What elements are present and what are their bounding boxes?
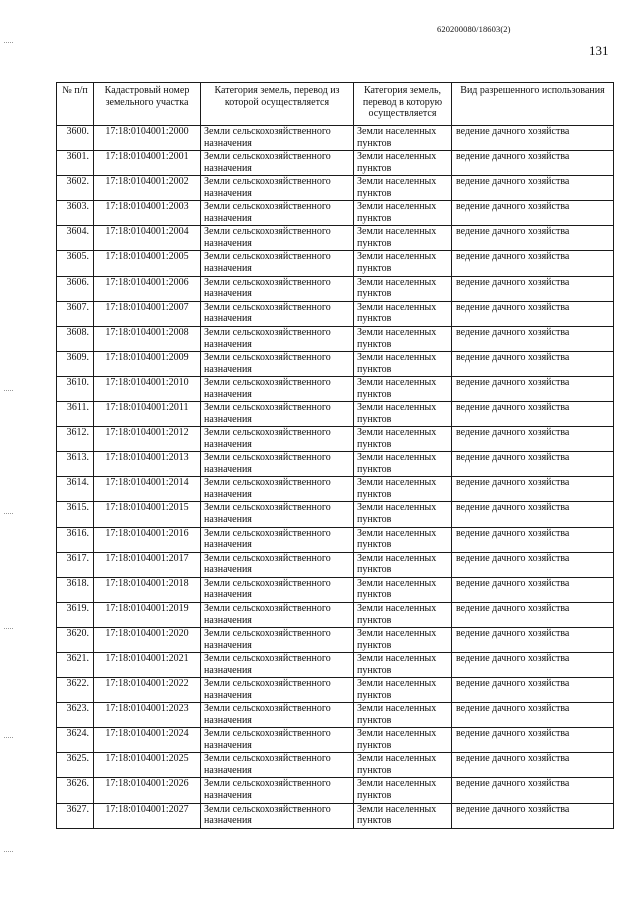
category-from: Земли сельскохозяйственного назначения: [201, 151, 354, 176]
row-number: 3608.: [57, 326, 94, 351]
table-row: [57, 552, 614, 577]
cadastral-number: 17:18:0104001:2026: [94, 778, 201, 803]
category-from: Земли сельскохозяйственного назначения: [201, 602, 354, 627]
row-number: 3609.: [57, 351, 94, 376]
margin-mark: [4, 737, 13, 738]
category-from: Земли сельскохозяйственного назначения: [201, 753, 354, 778]
cadastral-number: 17:18:0104001:2006: [94, 276, 201, 301]
cadastral-number: 17:18:0104001:2014: [94, 477, 201, 502]
row-number: 3606.: [57, 276, 94, 301]
row-number: 3605.: [57, 251, 94, 276]
permitted-use: ведение дачного хозяйства: [452, 552, 614, 577]
cadastral-number: 17:18:0104001:2008: [94, 326, 201, 351]
category-to: Земли населенных пунктов: [354, 803, 452, 828]
table-row: [57, 527, 614, 552]
category-from: Земли сельскохозяйственного назначения: [201, 452, 354, 477]
table-header-row: [57, 83, 614, 126]
cadastral-number: 17:18:0104001:2000: [94, 126, 201, 151]
permitted-use: ведение дачного хозяйства: [452, 226, 614, 251]
cadastral-number: 17:18:0104001:2018: [94, 577, 201, 602]
permitted-use: ведение дачного хозяйства: [452, 201, 614, 226]
category-to: Земли населенных пунктов: [354, 728, 452, 753]
table-row: [57, 226, 614, 251]
category-from: Земли сельскохозяйственного назначения: [201, 126, 354, 151]
row-number: 3620.: [57, 627, 94, 652]
cadastral-number: 17:18:0104001:2005: [94, 251, 201, 276]
category-from: Земли сельскохозяйственного назначения: [201, 251, 354, 276]
category-to: Земли населенных пунктов: [354, 703, 452, 728]
row-number: 3627.: [57, 803, 94, 828]
permitted-use: ведение дачного хозяйства: [452, 527, 614, 552]
row-number: 3619.: [57, 602, 94, 627]
permitted-use: ведение дачного хозяйства: [452, 301, 614, 326]
cadastral-number: 17:18:0104001:2001: [94, 151, 201, 176]
category-from: Земли сельскохозяйственного назначения: [201, 652, 354, 677]
category-from: Земли сельскохозяйственного назначения: [201, 803, 354, 828]
category-to: Земли населенных пунктов: [354, 477, 452, 502]
row-number: 3602.: [57, 176, 94, 201]
table-row: [57, 753, 614, 778]
page-number: 131: [589, 43, 609, 58]
permitted-use: ведение дачного хозяйства: [452, 427, 614, 452]
category-from: Земли сельскохозяйственного назначения: [201, 703, 354, 728]
category-to: Земли населенных пунктов: [354, 753, 452, 778]
category-to: Земли населенных пунктов: [354, 126, 452, 151]
permitted-use: ведение дачного хозяйства: [452, 652, 614, 677]
table-row: [57, 678, 614, 703]
column-header-permitted-use: Вид разрешенного использования: [452, 83, 614, 126]
row-number: 3604.: [57, 226, 94, 251]
cadastral-number: 17:18:0104001:2009: [94, 351, 201, 376]
margin-mark: [4, 390, 13, 391]
category-to: Земли населенных пунктов: [354, 452, 452, 477]
category-from: Земли сельскохозяйственного назначения: [201, 402, 354, 427]
category-from: Земли сельскохозяйственного назначения: [201, 201, 354, 226]
category-from: Земли сельскохозяйственного назначения: [201, 728, 354, 753]
permitted-use: ведение дачного хозяйства: [452, 627, 614, 652]
category-from: Земли сельскохозяйственного назначения: [201, 527, 354, 552]
category-to: Земли населенных пунктов: [354, 151, 452, 176]
category-to: Земли населенных пунктов: [354, 502, 452, 527]
margin-mark: [4, 628, 13, 629]
category-from: Земли сельскохозяйственного назначения: [201, 477, 354, 502]
category-to: Земли населенных пунктов: [354, 326, 452, 351]
table-row: [57, 376, 614, 401]
permitted-use: ведение дачного хозяйства: [452, 452, 614, 477]
category-from: Земли сельскохозяйственного назначения: [201, 326, 354, 351]
row-number: 3621.: [57, 652, 94, 677]
category-to: Земли населенных пунктов: [354, 627, 452, 652]
permitted-use: ведение дачного хозяйства: [452, 703, 614, 728]
row-number: 3623.: [57, 703, 94, 728]
table-row: [57, 477, 614, 502]
permitted-use: ведение дачного хозяйства: [452, 678, 614, 703]
column-header-category-to: Категория земель, перевод в которую осуществляется: [354, 83, 452, 126]
column-header-number: № п/п: [57, 83, 94, 126]
row-number: 3617.: [57, 552, 94, 577]
table-row: [57, 803, 614, 828]
permitted-use: ведение дачного хозяйства: [452, 803, 614, 828]
row-number: 3624.: [57, 728, 94, 753]
row-number: 3614.: [57, 477, 94, 502]
category-from: Земли сельскохозяйственного назначения: [201, 176, 354, 201]
table-row: [57, 402, 614, 427]
permitted-use: ведение дачного хозяйства: [452, 402, 614, 427]
category-from: Земли сельскохозяйственного назначения: [201, 552, 354, 577]
category-from: Земли сельскохозяйственного назначения: [201, 376, 354, 401]
category-to: Земли населенных пунктов: [354, 176, 452, 201]
cadastral-number: 17:18:0104001:2023: [94, 703, 201, 728]
cadastral-number: 17:18:0104001:2011: [94, 402, 201, 427]
table-row: [57, 577, 614, 602]
row-number: 3615.: [57, 502, 94, 527]
permitted-use: ведение дачного хозяйства: [452, 778, 614, 803]
permitted-use: ведение дачного хозяйства: [452, 176, 614, 201]
permitted-use: ведение дачного хозяйства: [452, 602, 614, 627]
row-number: 3616.: [57, 527, 94, 552]
permitted-use: ведение дачного хозяйства: [452, 351, 614, 376]
row-number: 3611.: [57, 402, 94, 427]
cadastral-number: 17:18:0104001:2022: [94, 678, 201, 703]
row-number: 3601.: [57, 151, 94, 176]
cadastral-number: 17:18:0104001:2025: [94, 753, 201, 778]
category-to: Земли населенных пунктов: [354, 226, 452, 251]
table-row: [57, 778, 614, 803]
category-to: Земли населенных пунктов: [354, 251, 452, 276]
land-plots-table: [56, 82, 614, 829]
permitted-use: ведение дачного хозяйства: [452, 577, 614, 602]
table-row: [57, 251, 614, 276]
margin-mark: [4, 42, 13, 43]
row-number: 3613.: [57, 452, 94, 477]
table-row: [57, 627, 614, 652]
table-row: [57, 502, 614, 527]
category-to: Земли населенных пунктов: [354, 276, 452, 301]
cadastral-number: 17:18:0104001:2016: [94, 527, 201, 552]
category-to: Земли населенных пунктов: [354, 427, 452, 452]
table-row: [57, 351, 614, 376]
cadastral-number: 17:18:0104001:2007: [94, 301, 201, 326]
table-row: [57, 201, 614, 226]
table-row: [57, 276, 614, 301]
permitted-use: ведение дачного хозяйства: [452, 326, 614, 351]
cadastral-number: 17:18:0104001:2002: [94, 176, 201, 201]
table-row: [57, 652, 614, 677]
category-from: Земли сельскохозяйственного назначения: [201, 226, 354, 251]
category-to: Земли населенных пунктов: [354, 778, 452, 803]
category-from: Земли сельскохозяйственного назначения: [201, 577, 354, 602]
category-to: Земли населенных пунктов: [354, 351, 452, 376]
category-to: Земли населенных пунктов: [354, 552, 452, 577]
permitted-use: ведение дачного хозяйства: [452, 151, 614, 176]
category-to: Земли населенных пунктов: [354, 577, 452, 602]
row-number: 3600.: [57, 126, 94, 151]
category-from: Земли сельскохозяйственного назначения: [201, 351, 354, 376]
table-row: [57, 176, 614, 201]
permitted-use: ведение дачного хозяйства: [452, 126, 614, 151]
cadastral-number: 17:18:0104001:2003: [94, 201, 201, 226]
cadastral-number: 17:18:0104001:2015: [94, 502, 201, 527]
category-from: Земли сельскохозяйственного назначения: [201, 778, 354, 803]
permitted-use: ведение дачного хозяйства: [452, 376, 614, 401]
row-number: 3618.: [57, 577, 94, 602]
table-row: [57, 301, 614, 326]
category-from: Земли сельскохозяйственного назначения: [201, 502, 354, 527]
cadastral-number: 17:18:0104001:2019: [94, 602, 201, 627]
cadastral-number: 17:18:0104001:2010: [94, 376, 201, 401]
table-row: [57, 326, 614, 351]
row-number: 3603.: [57, 201, 94, 226]
cadastral-number: 17:18:0104001:2024: [94, 728, 201, 753]
margin-mark: [4, 851, 13, 852]
row-number: 3622.: [57, 678, 94, 703]
table-row: [57, 427, 614, 452]
category-to: Земли населенных пунктов: [354, 201, 452, 226]
category-to: Земли населенных пунктов: [354, 301, 452, 326]
row-number: 3610.: [57, 376, 94, 401]
cadastral-number: 17:18:0104001:2020: [94, 627, 201, 652]
category-from: Земли сельскохозяйственного назначения: [201, 427, 354, 452]
category-from: Земли сельскохозяйственного назначения: [201, 301, 354, 326]
row-number: 3626.: [57, 778, 94, 803]
cadastral-number: 17:18:0104001:2017: [94, 552, 201, 577]
table-row: [57, 452, 614, 477]
table-row: [57, 151, 614, 176]
category-from: Земли сельскохозяйственного назначения: [201, 627, 354, 652]
table-row: [57, 728, 614, 753]
cadastral-number: 17:18:0104001:2021: [94, 652, 201, 677]
cadastral-number: 17:18:0104001:2012: [94, 427, 201, 452]
table-row: [57, 703, 614, 728]
table-body: [57, 126, 614, 829]
permitted-use: ведение дачного хозяйства: [452, 477, 614, 502]
row-number: 3625.: [57, 753, 94, 778]
category-from: Земли сельскохозяйственного назначения: [201, 276, 354, 301]
permitted-use: ведение дачного хозяйства: [452, 728, 614, 753]
category-to: Земли населенных пунктов: [354, 652, 452, 677]
category-to: Земли населенных пунктов: [354, 678, 452, 703]
row-number: 3607.: [57, 301, 94, 326]
category-from: Земли сельскохозяйственного назначения: [201, 678, 354, 703]
table-row: [57, 126, 614, 151]
document-id: 620200080/18603(2): [437, 24, 511, 34]
permitted-use: ведение дачного хозяйства: [452, 502, 614, 527]
row-number: 3612.: [57, 427, 94, 452]
category-to: Земли населенных пунктов: [354, 527, 452, 552]
category-to: Земли населенных пунктов: [354, 402, 452, 427]
cadastral-number: 17:18:0104001:2027: [94, 803, 201, 828]
permitted-use: ведение дачного хозяйства: [452, 753, 614, 778]
column-header-cadastral: Кадастровый номер земельного участка: [94, 83, 201, 126]
cadastral-number: 17:18:0104001:2013: [94, 452, 201, 477]
table-row: [57, 602, 614, 627]
column-header-category-from: Категория земель, перевод из которой осуществляется: [201, 83, 354, 126]
cadastral-number: 17:18:0104001:2004: [94, 226, 201, 251]
permitted-use: ведение дачного хозяйства: [452, 276, 614, 301]
category-to: Земли населенных пунктов: [354, 376, 452, 401]
category-to: Земли населенных пунктов: [354, 602, 452, 627]
margin-mark: [4, 513, 13, 514]
permitted-use: ведение дачного хозяйства: [452, 251, 614, 276]
